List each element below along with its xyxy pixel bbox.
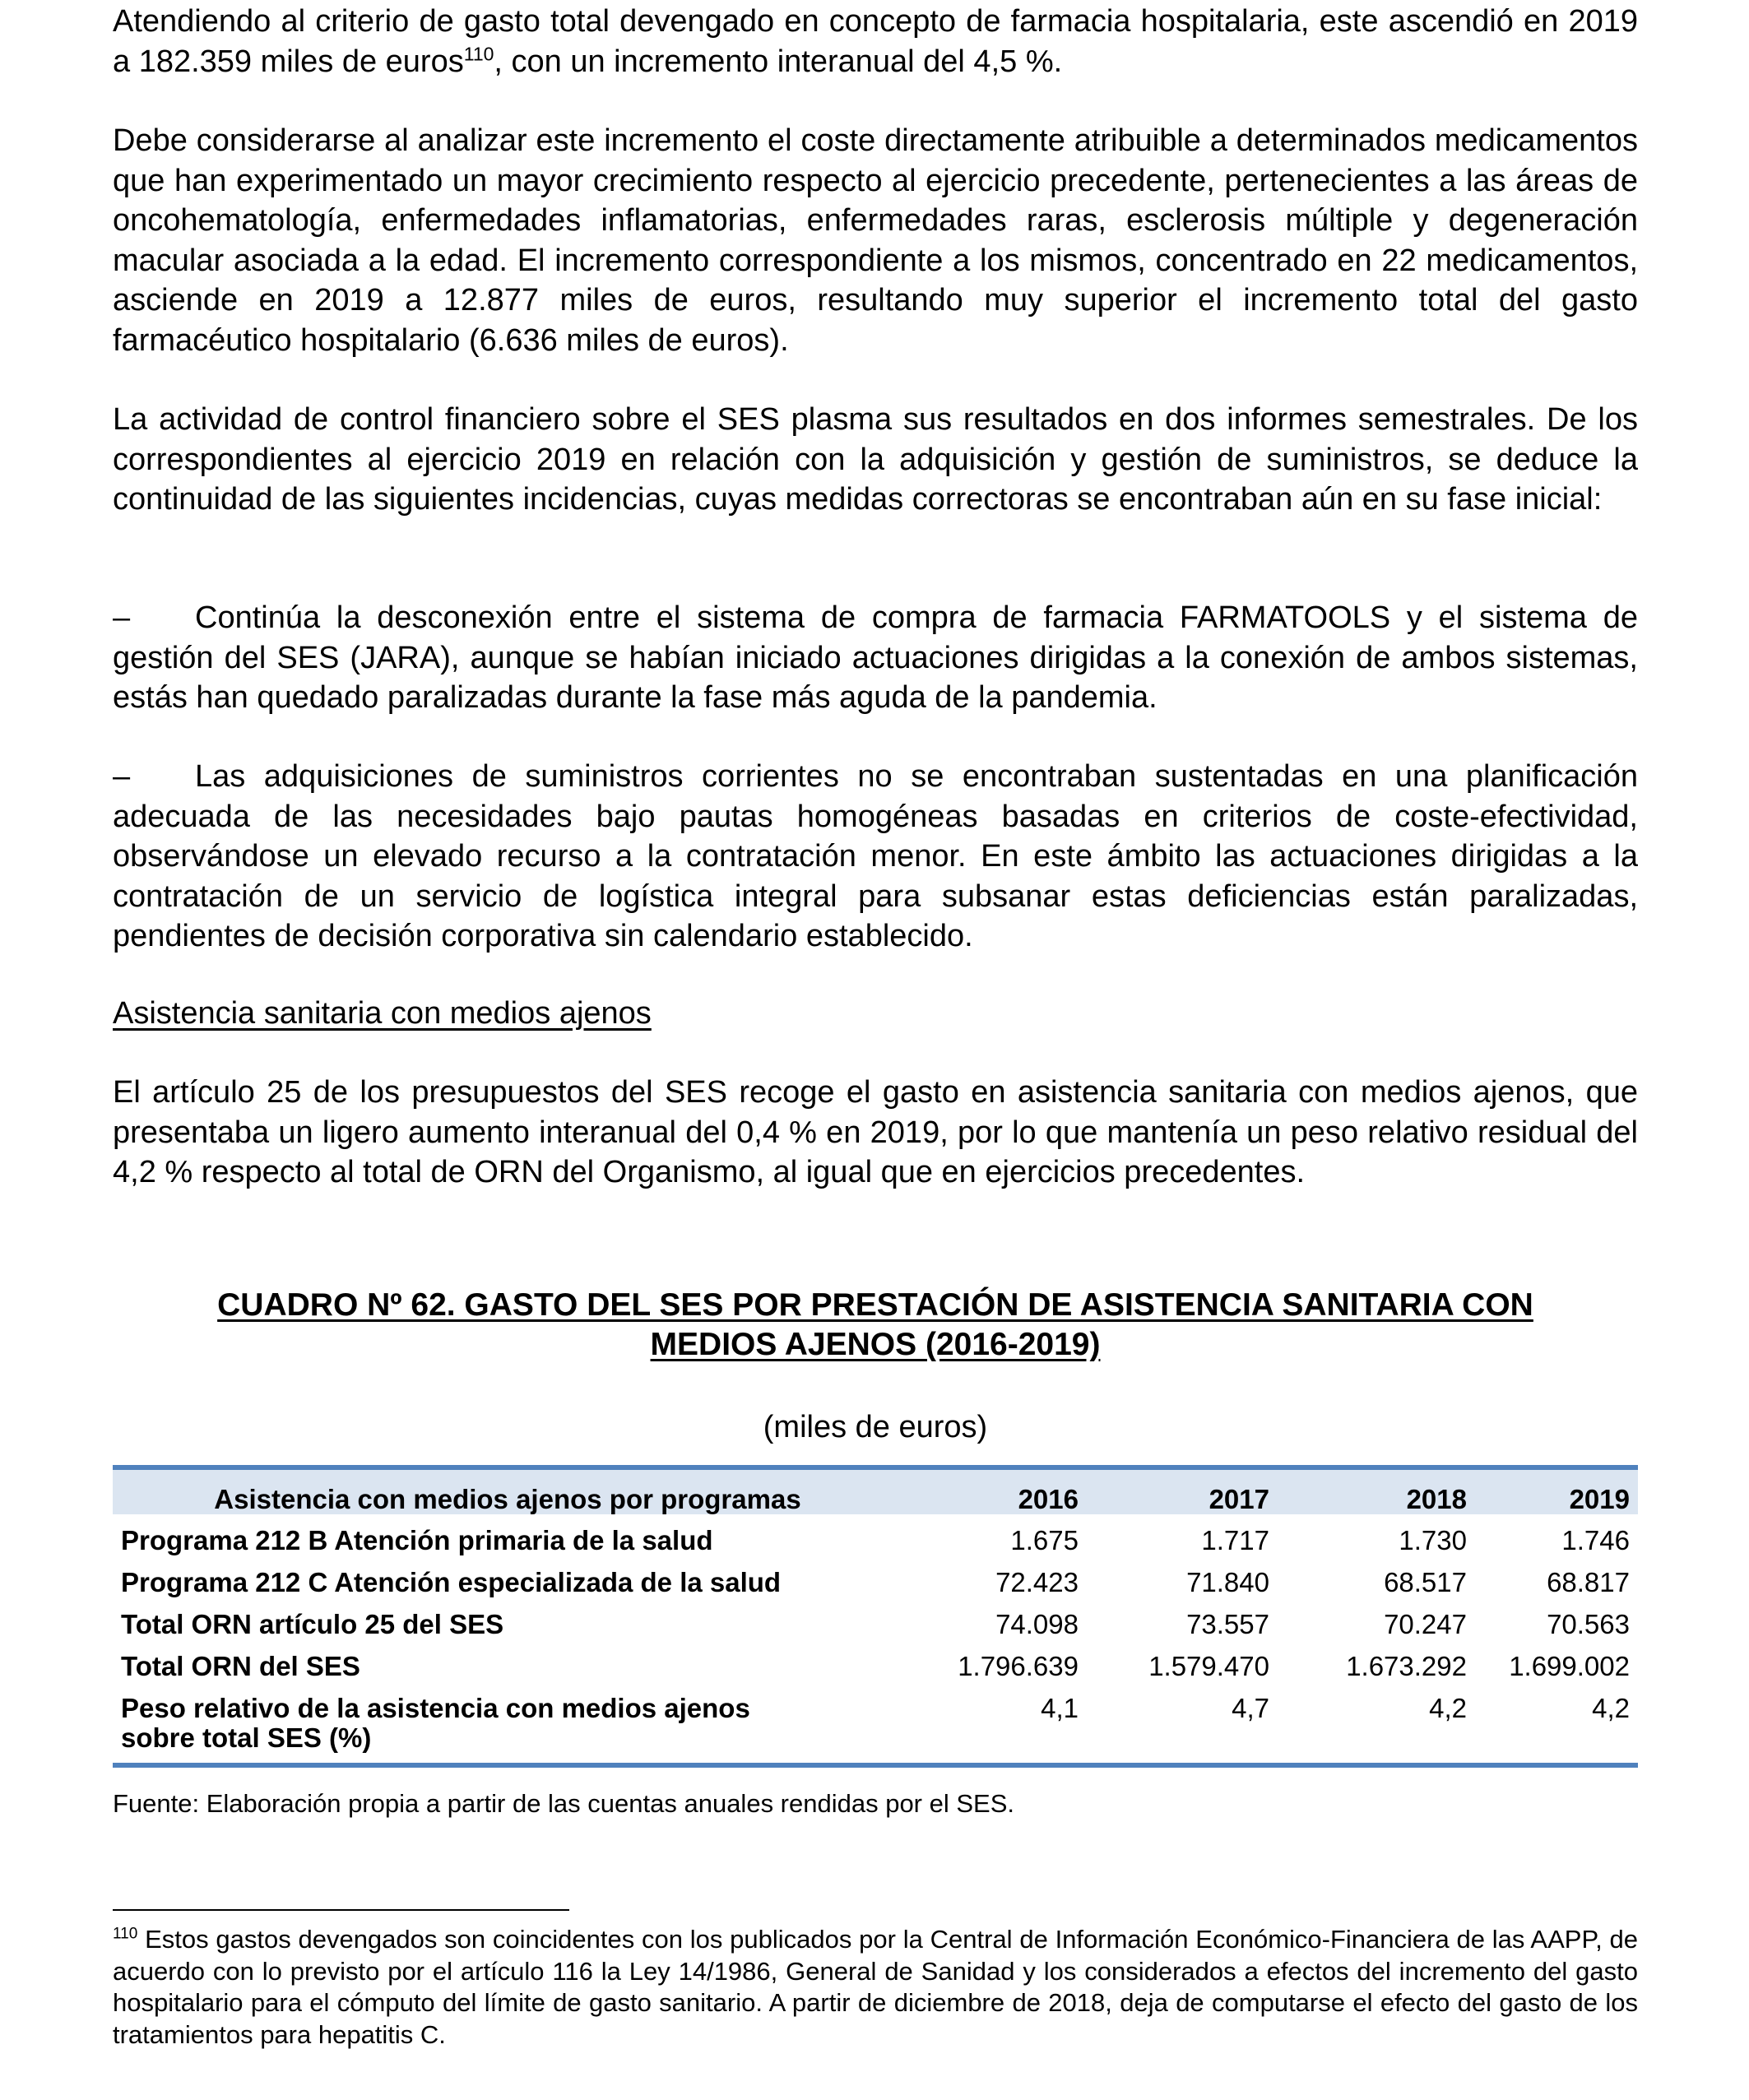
row-label: Total ORN del SES bbox=[121, 1651, 360, 1681]
bullet-dash: – bbox=[113, 759, 131, 794]
data-table bbox=[113, 1470, 1638, 1763]
table-row bbox=[113, 1640, 1638, 1682]
cell-value: 1.730 bbox=[1399, 1525, 1467, 1555]
table-row bbox=[113, 1598, 1638, 1640]
cell-value: 1.746 bbox=[1561, 1525, 1630, 1555]
column-header-2016: 2016 bbox=[1018, 1484, 1079, 1514]
bullet-text: Continúa la desconexión entre el sistema de compra de farmacia FARMATOOLS y el sistema de gestión del SES (JARA), aunque se habían iniciado actuaciones dirigidas a la conexión de ambos sistemas, estás han quedado paralizadas durante la fase más aguda de la pandemia. bbox=[113, 600, 1638, 715]
footnote-reference[interactable]: 110 bbox=[463, 42, 494, 64]
table-row bbox=[113, 1514, 1638, 1556]
table-header-row bbox=[113, 1470, 1638, 1514]
paragraph-incremento-medicamentos: Debe considerarse al analizar este incremento el coste directamente atribuible a determinados medicamentos que han experimentado un mayor crecimiento respecto al ejercicio precedente, pertenecientes a las áreas de oncohematología, enfermedades inflamatorias, enfermedades raras, esclerosis múltiple y degeneración macular asociada a la edad. El incremento correspondiente a los mismos, concentrado en 22 medicamentos, asciende en 2019 a 12.877 miles de euros, resultando muy superior el incremento total del gasto farmacéutico hospitalario (6.636 miles de euros). bbox=[113, 123, 1638, 358]
table-units: (miles de euros) bbox=[763, 1410, 988, 1444]
cell-value: 4,1 bbox=[1041, 1693, 1079, 1723]
cell-value: 70.247 bbox=[1384, 1609, 1467, 1639]
paragraph-articulo-25: El artículo 25 de los presupuestos del SES recoge el gasto en asistencia sanitaria con medios ajenos, que presentaba un ligero aumento interanual del 0,4 % en 2019, por lo que mantenía un peso relativo residual del 4,2 % respecto al total de ORN del Organismo, al igual que en ejercicios precedentes. bbox=[113, 1075, 1638, 1189]
data-table-frame bbox=[113, 1465, 1638, 1768]
column-header-2019: 2019 bbox=[1569, 1484, 1630, 1514]
section-subheading: Asistencia sanitaria con medios ajenos bbox=[113, 996, 652, 1031]
cell-value: 1.699.002 bbox=[1509, 1651, 1630, 1681]
cell-value: 71.840 bbox=[1186, 1567, 1269, 1597]
row-label: Programa 212 B Atención primaria de la salud bbox=[121, 1525, 713, 1555]
cell-value: 1.796.639 bbox=[958, 1651, 1079, 1681]
cell-value: 1.579.470 bbox=[1148, 1651, 1269, 1681]
cell-value: 4,7 bbox=[1232, 1693, 1269, 1723]
cell-value: 4,2 bbox=[1429, 1693, 1467, 1723]
cell-value: 73.557 bbox=[1186, 1609, 1269, 1639]
row-label: Total ORN artículo 25 del SES bbox=[121, 1609, 504, 1639]
footnote-marker: 110 bbox=[113, 1925, 138, 1943]
table-title bbox=[113, 1286, 1638, 1365]
table-row bbox=[113, 1556, 1638, 1598]
cell-value: 1.675 bbox=[1010, 1525, 1079, 1555]
row-label: Peso relativo de la asistencia con medios ajenos sobre total SES (%) bbox=[121, 1693, 750, 1753]
table-source: Fuente: Elaboración propia a partir de las cuentas anuales rendidas por el SES. bbox=[113, 1789, 1015, 1818]
column-header-2017: 2017 bbox=[1209, 1484, 1269, 1514]
column-header-programas: Asistencia con medios ajenos por programas bbox=[214, 1484, 801, 1514]
cell-value: 4,2 bbox=[1592, 1693, 1630, 1723]
paragraph-control-financiero: La actividad de control financiero sobre el SES plasma sus resultados en dos informes semestrales. De los correspondientes al ejercicio 2019 en relación con la adquisición y gestión de suministros, se deduce la continuidad de las siguientes incidencias, cuyas medidas correctoras se encontraban aún en su fase inicial: bbox=[113, 402, 1638, 517]
bullet-text: Las adquisiciones de suministros corrientes no se encontraban sustentadas en una planificación adecuada de las necesidades bajo pautas homogéneas basadas en criterios de coste-efectividad, observándose un elevado recurso a la contratación menor. En este ámbito las actuaciones dirigidas a la contratación de un servicio de logística integral para subsanar estas deficiencias están paralizadas, pendientes de decisión corporativa sin calendario establecido. bbox=[113, 759, 1638, 953]
paragraph-farmacia-gasto bbox=[113, 2, 1638, 81]
table-title-line: CUADRO Nº 62. GASTO DEL SES POR PRESTACIÓN DE ASISTENCIA SANITARIA CON bbox=[217, 1287, 1533, 1323]
column-header-2018: 2018 bbox=[1406, 1484, 1467, 1514]
paragraph-text: Atendiendo al criterio de gasto total devengado en concepto de farmacia hospitalaria, este ascendió en 2019 a 182.359 miles de euros bbox=[113, 4, 1638, 79]
cell-value: 70.563 bbox=[1547, 1609, 1630, 1639]
footnote-110 bbox=[113, 1924, 1638, 2051]
bullet-dash: – bbox=[113, 600, 131, 635]
cell-value: 68.517 bbox=[1384, 1567, 1467, 1597]
cell-value: 1.673.292 bbox=[1346, 1651, 1467, 1681]
cell-value: 74.098 bbox=[995, 1609, 1079, 1639]
bullet-item-adquisiciones bbox=[113, 757, 1638, 957]
paragraph-text: , con un incremento interanual del 4,5 %. bbox=[494, 44, 1063, 79]
cell-value: 72.423 bbox=[995, 1567, 1079, 1597]
table-title-line: MEDIOS AJENOS (2016-2019) bbox=[650, 1327, 1101, 1362]
bullet-item-desconexion bbox=[113, 598, 1638, 718]
row-label: Programa 212 C Atención especializada de la salud bbox=[121, 1567, 782, 1597]
footnote-divider bbox=[113, 1909, 569, 1911]
cell-value: 1.717 bbox=[1201, 1525, 1269, 1555]
cell-value: 68.817 bbox=[1547, 1567, 1630, 1597]
table-row bbox=[113, 1682, 1638, 1763]
footnote-text: Estos gastos devengados son coincidentes con los publicados por la Central de Información Económico-Financiera de las AAPP, de acuerdo con lo previsto por el artículo 116 la Ley 14/1986, General de Sanidad y los considerados a efectos del incremento del gasto hospitalario para el cómputo del límite de gasto sanitario. A partir de diciembre de 2018, deja de computarse el efecto del gasto de los tratamientos para hepatitis C. bbox=[113, 1925, 1638, 2049]
